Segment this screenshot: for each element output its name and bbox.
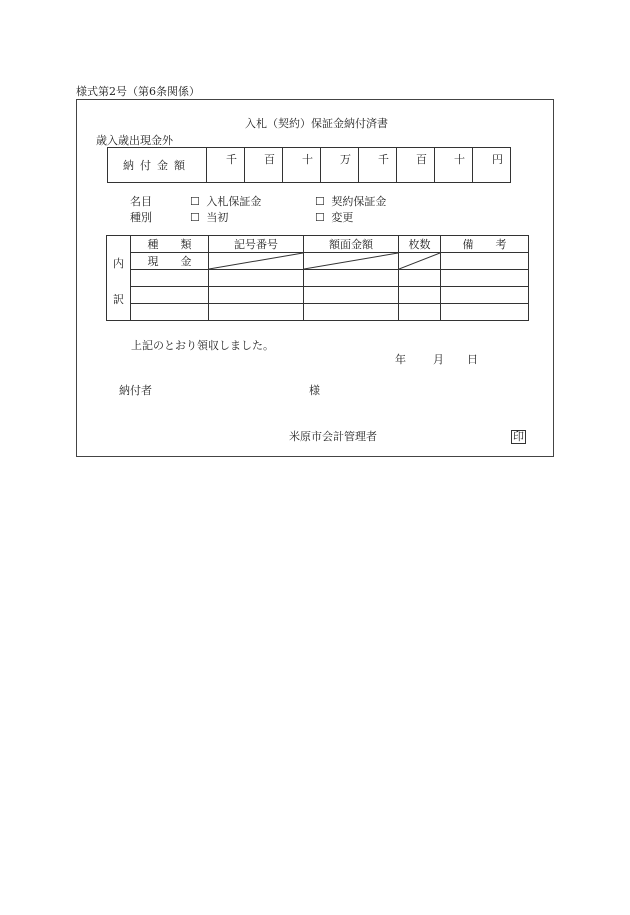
issuer: 米原市会計管理者	[289, 430, 377, 443]
header-count: 枚数	[399, 236, 441, 253]
contract-deposit-option[interactable]	[315, 195, 386, 208]
table-row	[107, 304, 529, 321]
change-label: 変更	[331, 211, 354, 224]
amount-unit-cell: 円	[473, 148, 511, 183]
receipt-statement: 上記のとおり領収しました。	[131, 339, 274, 352]
contract-deposit-label: 契約保証金	[331, 195, 387, 208]
change-option[interactable]	[315, 211, 353, 224]
category-type-label: 種別	[130, 211, 152, 224]
header-serial: 記号番号	[209, 236, 304, 253]
category-name-label: 名目	[130, 195, 152, 208]
side-label-bottom: 訳	[113, 293, 124, 306]
date-year: 年	[395, 353, 406, 366]
breakdown-side-label	[107, 236, 131, 321]
bid-deposit-option[interactable]	[190, 195, 261, 208]
bid-deposit-label: 入札保証金	[206, 195, 262, 208]
form-title: 入札（契約）保証金納付済書	[245, 117, 388, 130]
breakdown-table	[106, 235, 529, 321]
diagonal-cell	[304, 253, 399, 270]
header-type: 種 類	[131, 236, 209, 253]
remarks-cell	[441, 253, 529, 270]
honorific: 様	[309, 384, 320, 397]
checkbox-icon[interactable]: ☐	[190, 211, 200, 224]
form-number: 様式第2号（第6条関係）	[76, 85, 200, 98]
amount-unit-cell: 百	[245, 148, 283, 183]
diagonal-cell	[399, 253, 441, 270]
seal-mark: 印	[513, 430, 524, 443]
amount-label: 納付金額	[108, 148, 207, 183]
amount-unit-cell: 十	[283, 148, 321, 183]
amount-unit-cell: 千	[359, 148, 397, 183]
amount-unit-cell: 千	[207, 148, 245, 183]
breakdown-header-row	[107, 236, 529, 253]
checkbox-icon[interactable]: ☐	[315, 195, 325, 208]
diagonal-cell	[209, 253, 304, 270]
checkbox-icon[interactable]: ☐	[190, 195, 200, 208]
date-month: 月	[433, 353, 444, 366]
table-row	[107, 287, 529, 304]
side-label-top: 内	[113, 257, 124, 270]
header-face-value: 額面金額	[304, 236, 399, 253]
payer-label: 納付者	[119, 384, 152, 397]
amount-unit-cell: 十	[435, 148, 473, 183]
initial-label: 当初	[206, 211, 229, 224]
initial-option[interactable]	[190, 211, 228, 224]
amount-unit-cell: 万	[321, 148, 359, 183]
cash-type-cell: 現 金	[131, 253, 209, 270]
amount-table	[107, 147, 511, 183]
date-day: 日	[467, 353, 478, 366]
header-remarks: 備 考	[441, 236, 529, 253]
amount-unit-cell: 百	[397, 148, 435, 183]
checkbox-icon[interactable]: ☐	[315, 211, 325, 224]
table-row	[107, 270, 529, 287]
account-label: 歳入歳出現金外	[96, 134, 173, 147]
table-row	[107, 253, 529, 270]
